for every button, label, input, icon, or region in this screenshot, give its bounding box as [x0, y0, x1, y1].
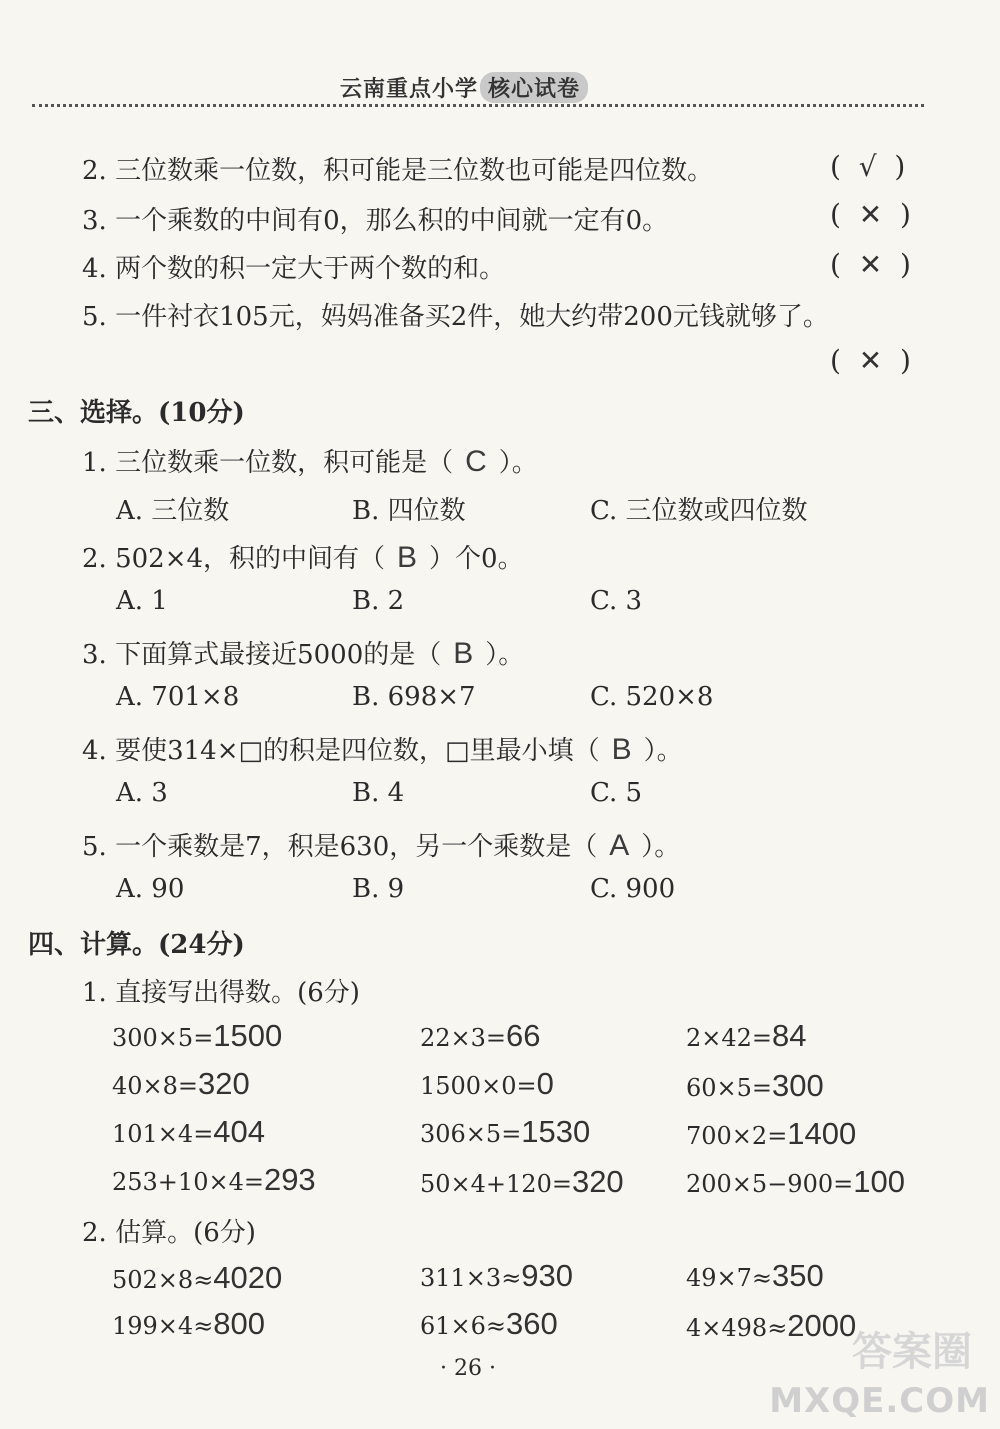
calc-expr: 311×3≈	[420, 1264, 522, 1292]
calc-expr: 306×5=	[420, 1120, 522, 1148]
calc-answer: 404	[213, 1114, 266, 1149]
calc-answer: 1530	[521, 1114, 591, 1149]
judge-item-5: 5. 一件衬衣105元，妈妈准备买2件，她大约带200元钱就够了。	[82, 302, 829, 332]
calc-answer: 293	[263, 1162, 316, 1197]
watermark-logo: 答案圈	[852, 1329, 972, 1375]
judge-item-3: 3. 一个乘数的中间有0，那么积的中间就一定有0。	[82, 206, 669, 236]
cross-mark: ✕	[858, 248, 883, 281]
question-text: 4. 要使314×□的积是四位数，□里最小填（	[82, 736, 600, 766]
calc-expr: 200×5−900=	[686, 1170, 854, 1198]
option-b: B. 9	[352, 874, 405, 904]
calc-expr: 253+10×4=	[112, 1168, 264, 1196]
question-text: 5. 一个乘数是7，积是630，另一个乘数是（	[82, 832, 598, 862]
question-tail: ）个0。	[429, 544, 524, 574]
calc-answer: 350	[772, 1258, 824, 1293]
option-a: A. 3	[116, 778, 168, 808]
calc-expr: 49×7≈	[686, 1264, 773, 1292]
question-tail: ）。	[643, 736, 683, 766]
option-b: B. 四位数	[352, 496, 466, 526]
header-divider	[32, 104, 924, 107]
section4-title: 四、计算。(24分)	[28, 930, 245, 960]
judge-answer-4: ( ✕ )	[830, 248, 911, 281]
calc-item	[112, 1018, 282, 1054]
calc-expr: 4×498≈	[686, 1314, 788, 1342]
judge-answer-5: ( ✕ )	[830, 344, 911, 377]
question-answer: B	[611, 733, 632, 766]
calc-expr: 61×6≈	[420, 1312, 507, 1340]
option-c: C. 5	[590, 778, 643, 808]
calc-expr: 22×3=	[420, 1024, 507, 1052]
option-a: A. 90	[116, 874, 185, 904]
question-answer: A	[609, 829, 630, 862]
calc-expr: 502×8≈	[112, 1266, 214, 1294]
estimate-item	[112, 1306, 265, 1342]
estimate-item	[686, 1308, 856, 1344]
calc-answer: 2000	[787, 1308, 857, 1343]
option-c: C. 900	[590, 874, 676, 904]
calc-expr: 1500×0=	[420, 1072, 537, 1100]
calc-answer: 1500	[213, 1018, 283, 1053]
calc-answer: 360	[506, 1306, 558, 1341]
question-text: 3. 下面算式最接近5000的是（	[82, 640, 442, 670]
judge-item-4: 4. 两个数的积一定大于两个数的和。	[82, 254, 506, 284]
calc-item	[420, 1114, 590, 1150]
calc-expr: 700×2=	[686, 1122, 788, 1150]
question-text: 1. 三位数乘一位数，积可能是（	[82, 448, 454, 478]
header-title: 云南重点小学	[340, 77, 479, 102]
calc-answer: 930	[521, 1258, 574, 1293]
question-text: 2. 502×4，积的中间有（	[82, 544, 386, 574]
calc-expr: 60×5=	[686, 1074, 773, 1102]
calc-expr: 40×8=	[112, 1072, 199, 1100]
estimate-item	[112, 1260, 282, 1296]
calc-item	[112, 1114, 265, 1150]
page-header	[340, 72, 588, 103]
question-tail: ）。	[485, 640, 525, 670]
watermark-url: MXQE.COM	[769, 1381, 990, 1421]
choice-question-5	[82, 826, 680, 863]
option-a: A. 三位数	[116, 496, 230, 526]
calc-item	[686, 1068, 824, 1104]
estimate-item	[420, 1306, 558, 1342]
calc-expr: 101×4=	[112, 1120, 214, 1148]
calc-answer: 0	[536, 1066, 554, 1101]
option-a: A. 1	[116, 586, 168, 616]
option-c: C. 三位数或四位数	[590, 496, 808, 526]
judge-answer-3: ( ✕ )	[830, 198, 911, 231]
choice-question-3	[82, 634, 524, 671]
header-highlight: 核心试卷	[480, 72, 588, 103]
judge-item-2: 2. 三位数乘一位数，积可能是三位数也可能是四位数。	[82, 156, 714, 186]
calc-answer: 66	[506, 1018, 541, 1053]
calc-expr: 50×4+120=	[420, 1170, 572, 1198]
section3-title: 三、选择。(10分)	[28, 398, 245, 428]
option-b: B. 2	[352, 586, 405, 616]
question-tail: ）。	[498, 448, 538, 478]
calc-item	[686, 1116, 856, 1152]
option-a: A. 701×8	[116, 682, 240, 712]
calc-item	[420, 1164, 624, 1200]
calc-answer: 84	[772, 1018, 807, 1053]
calc-answer: 320	[571, 1164, 624, 1199]
check-mark: √	[858, 150, 877, 183]
choice-question-2	[82, 538, 524, 575]
question-answer: B	[397, 541, 418, 574]
judge-answer-2: ( √ )	[830, 150, 906, 183]
calc-expr: 199×4≈	[112, 1312, 214, 1340]
option-c: C. 520×8	[590, 682, 714, 712]
calc-answer: 4020	[213, 1260, 283, 1295]
calc-answer: 320	[198, 1066, 250, 1101]
question-answer: B	[453, 637, 474, 670]
calc-answer: 1400	[787, 1116, 857, 1151]
calc-item	[112, 1162, 316, 1198]
calc-answer: 300	[772, 1068, 824, 1103]
estimate-item	[686, 1258, 824, 1294]
part1-title: 1. 直接写出得数。(6分)	[82, 978, 360, 1008]
question-tail: ）。	[641, 832, 681, 862]
estimate-item	[420, 1258, 573, 1294]
calc-item	[112, 1066, 250, 1102]
calc-item	[686, 1018, 807, 1054]
cross-mark: ✕	[858, 198, 883, 231]
calc-expr: 300×5=	[112, 1024, 214, 1052]
calc-expr: 2×42=	[686, 1024, 773, 1052]
option-b: B. 4	[352, 778, 405, 808]
option-c: C. 3	[590, 586, 643, 616]
question-answer: C	[465, 445, 487, 478]
calc-item	[420, 1066, 554, 1102]
calc-answer: 800	[213, 1306, 266, 1341]
option-b: B. 698×7	[352, 682, 476, 712]
choice-question-4	[82, 730, 683, 767]
cross-mark: ✕	[858, 344, 883, 377]
calc-item	[420, 1018, 541, 1054]
page-number: · 26 ·	[440, 1356, 496, 1381]
choice-question-1	[82, 442, 538, 479]
part2-title: 2. 估算。(6分)	[82, 1218, 256, 1248]
calc-item	[686, 1164, 905, 1200]
calc-answer: 100	[853, 1164, 905, 1199]
